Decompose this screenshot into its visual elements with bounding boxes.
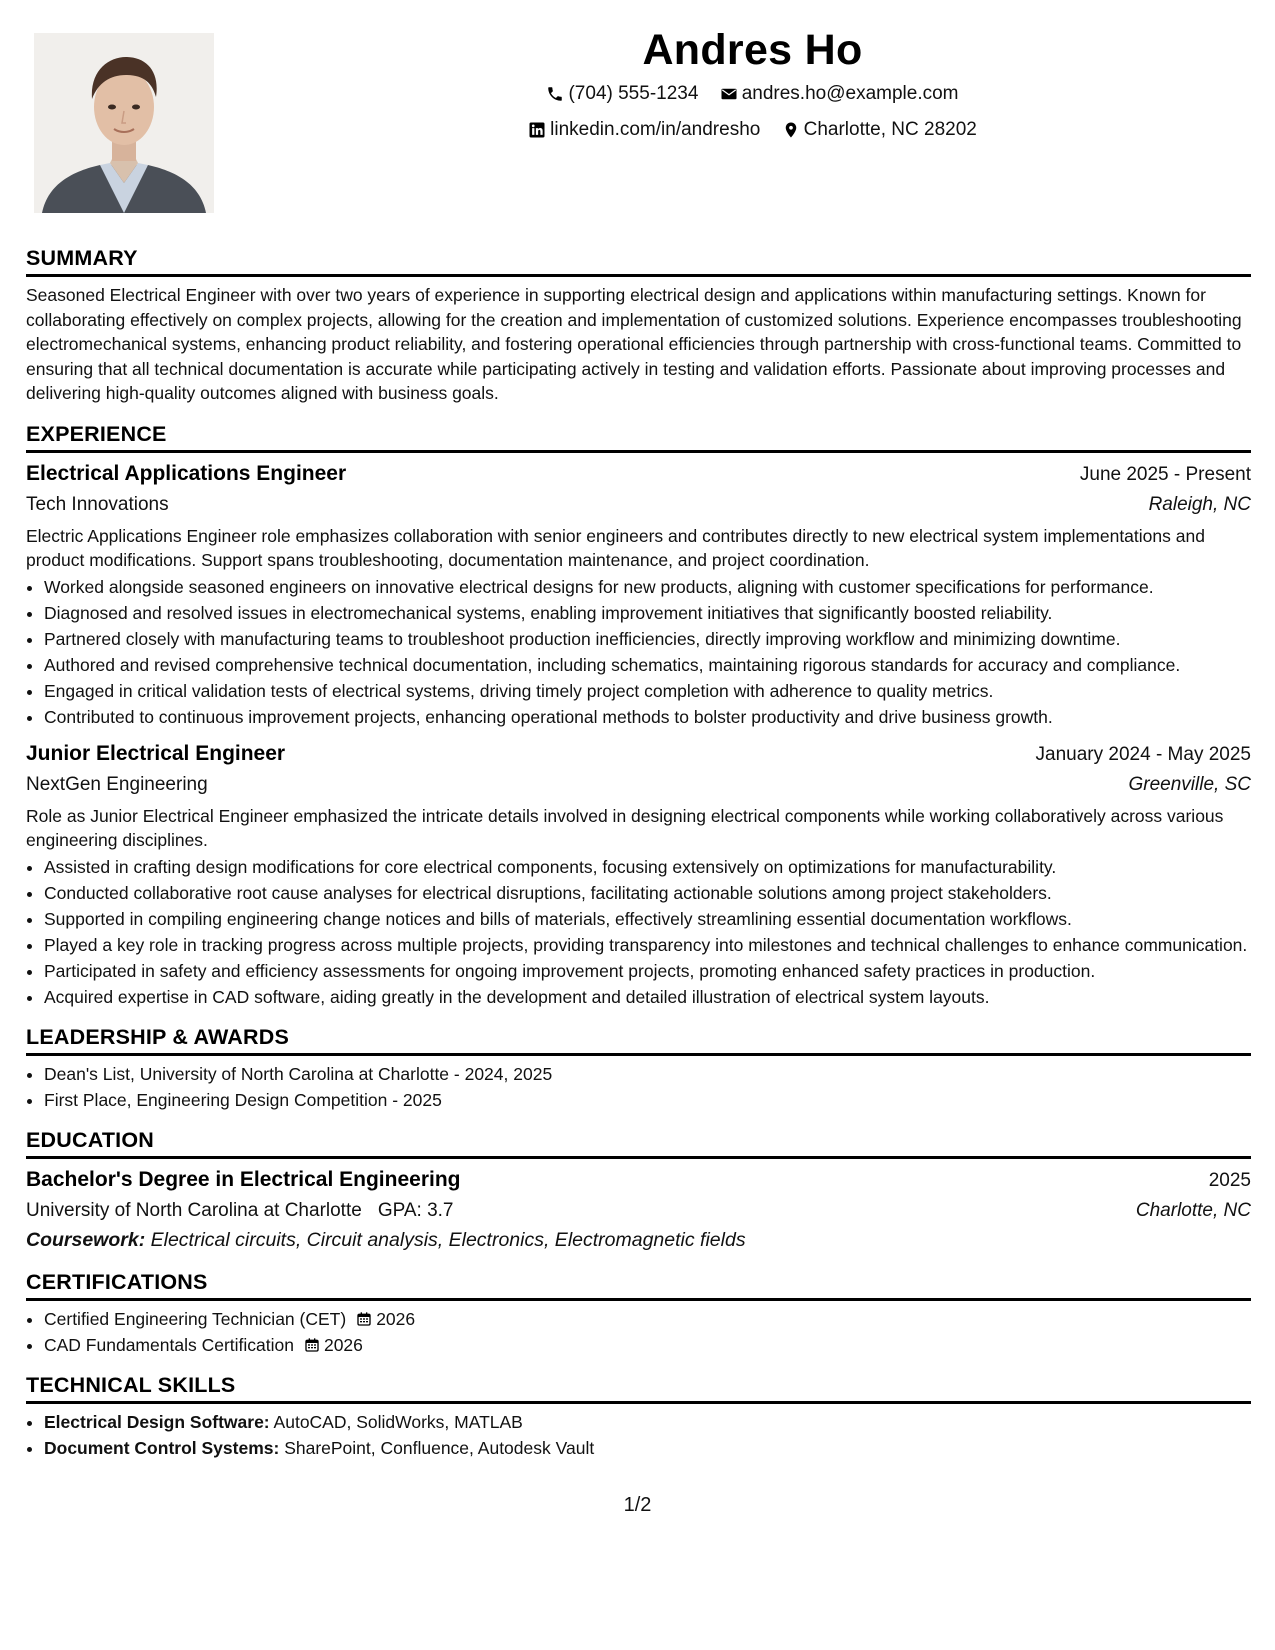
phone-contact[interactable] <box>546 82 698 106</box>
certification-year: 2026 <box>376 1308 416 1329</box>
job-company: NextGen Engineering <box>26 773 208 795</box>
job-location: Greenville, SC <box>1128 773 1251 795</box>
contact-line-1 <box>230 82 1275 110</box>
skills-section <box>26 1371 1251 1460</box>
list-item: • Contributed to continuous improvement projects, enhancing operational methods to bolster productivity and drive business growth. <box>44 705 1251 729</box>
gpa: GPA: 3.7 <box>377 1199 454 1221</box>
list-item: • Played a key role in tracking progress across multiple projects, providing transparency into milestones and technical challenges to enhance communication. <box>44 933 1251 957</box>
job-description: Electric Applications Engineer role emphasizes collaboration with senior engineers and contributes directly to new electrical system implementations and product modifications. Support spans troubleshooting, documentation maintenance, and project coordination. <box>26 525 1205 570</box>
section-title: LEADERSHIP & AWARDS <box>26 1024 290 1049</box>
candidate-name: Andres Ho <box>642 26 863 74</box>
list-item: • Worked alongside seasoned engineers on innovative electrical designs for new products, aligning with customer specifications for performance. <box>44 575 1251 599</box>
list-item: • Participated in safety and efficiency assessments for ongoing improvement projects, promoting enhanced safety practices in production. <box>44 959 1251 983</box>
job-title: Junior Electrical Engineer <box>26 741 286 765</box>
skill-value: SharePoint, Confluence, Autodesk Vault <box>284 1437 595 1458</box>
job-header <box>26 739 1251 770</box>
section-title: EXPERIENCE <box>26 421 167 446</box>
section-divider <box>26 1298 1251 1301</box>
calendar-icon <box>304 1337 320 1353</box>
linkedin-url: linkedin.com/in/andresho <box>550 119 761 140</box>
certification-list <box>26 1307 1251 1357</box>
experience-section <box>26 420 1251 1009</box>
certifications-section <box>26 1268 1251 1357</box>
calendar-icon <box>356 1311 372 1327</box>
skill-label: Electrical Design Software: <box>44 1411 270 1432</box>
skill-label: Document Control Systems: <box>44 1437 280 1458</box>
certification-name: CAD Fundamentals Certification <box>44 1334 294 1355</box>
education-subheader <box>26 1196 1251 1226</box>
section-divider <box>26 274 1251 277</box>
summary-text: Seasoned Electrical Engineer with over two years of experience in supporting electrical design and applications within manufacturing settings. Known for collaborating effectively on complex projects, allowing for the creation and implementation of customized solutions. Experience encompasses troubleshooting electromechanical systems, enhancing product reliability, and fostering operational efficiencies through partnership with cross-functional teams. Committed to ensuring that all technical documentation is accurate while participating actively in testing and validation efforts. Passionate about improving processes and delivering high-quality outcomes aligned with business goals. <box>26 285 1242 403</box>
phone-icon <box>546 85 564 103</box>
contact-line-2 <box>230 118 1275 146</box>
list-item: • Diagnosed and resolved issues in electromechanical systems, enabling improvement initiatives that significantly boosted reliability. <box>44 601 1251 625</box>
list-item: • Assisted in crafting design modifications for core electrical components, focusing extensively on optimizations for manufacturability. <box>44 855 1251 879</box>
job-header <box>26 459 1251 490</box>
school-info <box>26 1196 454 1226</box>
job-entry <box>26 459 1251 729</box>
job-bullets <box>26 575 1251 729</box>
list-item: • Supported in compiling engineering change notices and bills of materials, effectively streamlining essential documentation workflows. <box>44 907 1251 931</box>
list-item <box>44 1410 1251 1434</box>
graduation-year: 2025 <box>1208 1169 1251 1191</box>
certification-name: Certified Engineering Technician (CET) <box>44 1308 347 1329</box>
list-item: • Dean's List, University of North Carolina at Charlotte - 2024, 2025 <box>44 1062 1251 1086</box>
coursework-label: Coursework: <box>26 1228 146 1251</box>
job-entry <box>26 739 1251 1009</box>
location-contact <box>782 118 977 142</box>
resume-body <box>26 244 1251 1474</box>
job-location: Raleigh, NC <box>1148 493 1251 515</box>
section-divider <box>26 1053 1251 1056</box>
skill-value: AutoCAD, SolidWorks, MATLAB <box>273 1411 523 1432</box>
linkedin-icon <box>528 121 546 139</box>
list-item: • Acquired expertise in CAD software, aiding greatly in the development and detailed illustration of electrical system layouts. <box>44 985 1251 1009</box>
job-bullets <box>26 855 1251 1009</box>
list-item: • Partnered closely with manufacturing teams to troubleshoot production inefficiencies, directly improving workflow and minimizing downtime. <box>44 627 1251 651</box>
email-address: andres.ho@example.com <box>741 83 959 104</box>
section-divider <box>26 1401 1251 1404</box>
phone-number: (704) 555-1234 <box>568 83 699 104</box>
section-title: SUMMARY <box>26 246 138 270</box>
map-pin-icon <box>782 121 800 139</box>
list-item <box>44 1436 1251 1460</box>
education-header <box>26 1165 1251 1196</box>
job-subheader <box>26 490 1251 520</box>
job-title: Electrical Applications Engineer <box>26 461 347 485</box>
section-title: EDUCATION <box>26 1127 155 1152</box>
resume-header <box>230 22 1275 146</box>
school-location: Charlotte, NC <box>1135 1199 1251 1221</box>
location-text: Charlotte, NC 28202 <box>803 119 977 140</box>
list-item: • Conducted collaborative root cause analyses for electrical disruptions, facilitating actionable solutions among project stakeholders. <box>44 881 1251 905</box>
list-item: • Authored and revised comprehensive technical documentation, including schematics, maintaining rigorous standards for accuracy and compliance. <box>44 653 1251 677</box>
coursework <box>26 1226 1251 1254</box>
portrait-illustration <box>34 33 214 213</box>
page-number: 1/2 <box>623 1494 652 1516</box>
education-section <box>26 1126 1251 1254</box>
list-item <box>44 1307 1251 1331</box>
section-divider <box>26 450 1251 453</box>
skills-list <box>26 1410 1251 1460</box>
list-item: • First Place, Engineering Design Competition - 2025 <box>44 1088 1251 1112</box>
leadership-section <box>26 1023 1251 1112</box>
job-company: Tech Innovations <box>26 493 169 515</box>
email-contact[interactable] <box>720 82 959 106</box>
section-title: TECHNICAL SKILLS <box>26 1372 236 1397</box>
award-list <box>26 1062 1251 1112</box>
coursework-list: Electrical circuits, Circuit analysis, Electronics, Electromagnetic fields <box>150 1228 746 1251</box>
summary-section <box>26 244 1251 406</box>
section-divider <box>26 1156 1251 1159</box>
degree-title: Bachelor's Degree in Electrical Engineering <box>26 1167 461 1191</box>
job-date: June 2025 - Present <box>1079 463 1251 485</box>
envelope-icon <box>720 85 738 103</box>
section-title: CERTIFICATIONS <box>26 1269 208 1294</box>
list-item <box>44 1333 1251 1357</box>
profile-photo <box>34 33 214 213</box>
school-name: University of North Carolina at Charlotte <box>26 1199 362 1221</box>
job-date: January 2024 - May 2025 <box>1035 743 1251 765</box>
linkedin-contact[interactable] <box>528 118 760 142</box>
job-description: Role as Junior Electrical Engineer emphasized the intricate details involved in designing electrical components while working collaboratively across various engineering disciplines. <box>26 805 1224 850</box>
job-subheader <box>26 770 1251 800</box>
certification-year: 2026 <box>323 1334 363 1355</box>
list-item: • Engaged in critical validation tests of electrical systems, driving timely project completion with adherence to quality metrics. <box>44 679 1251 703</box>
